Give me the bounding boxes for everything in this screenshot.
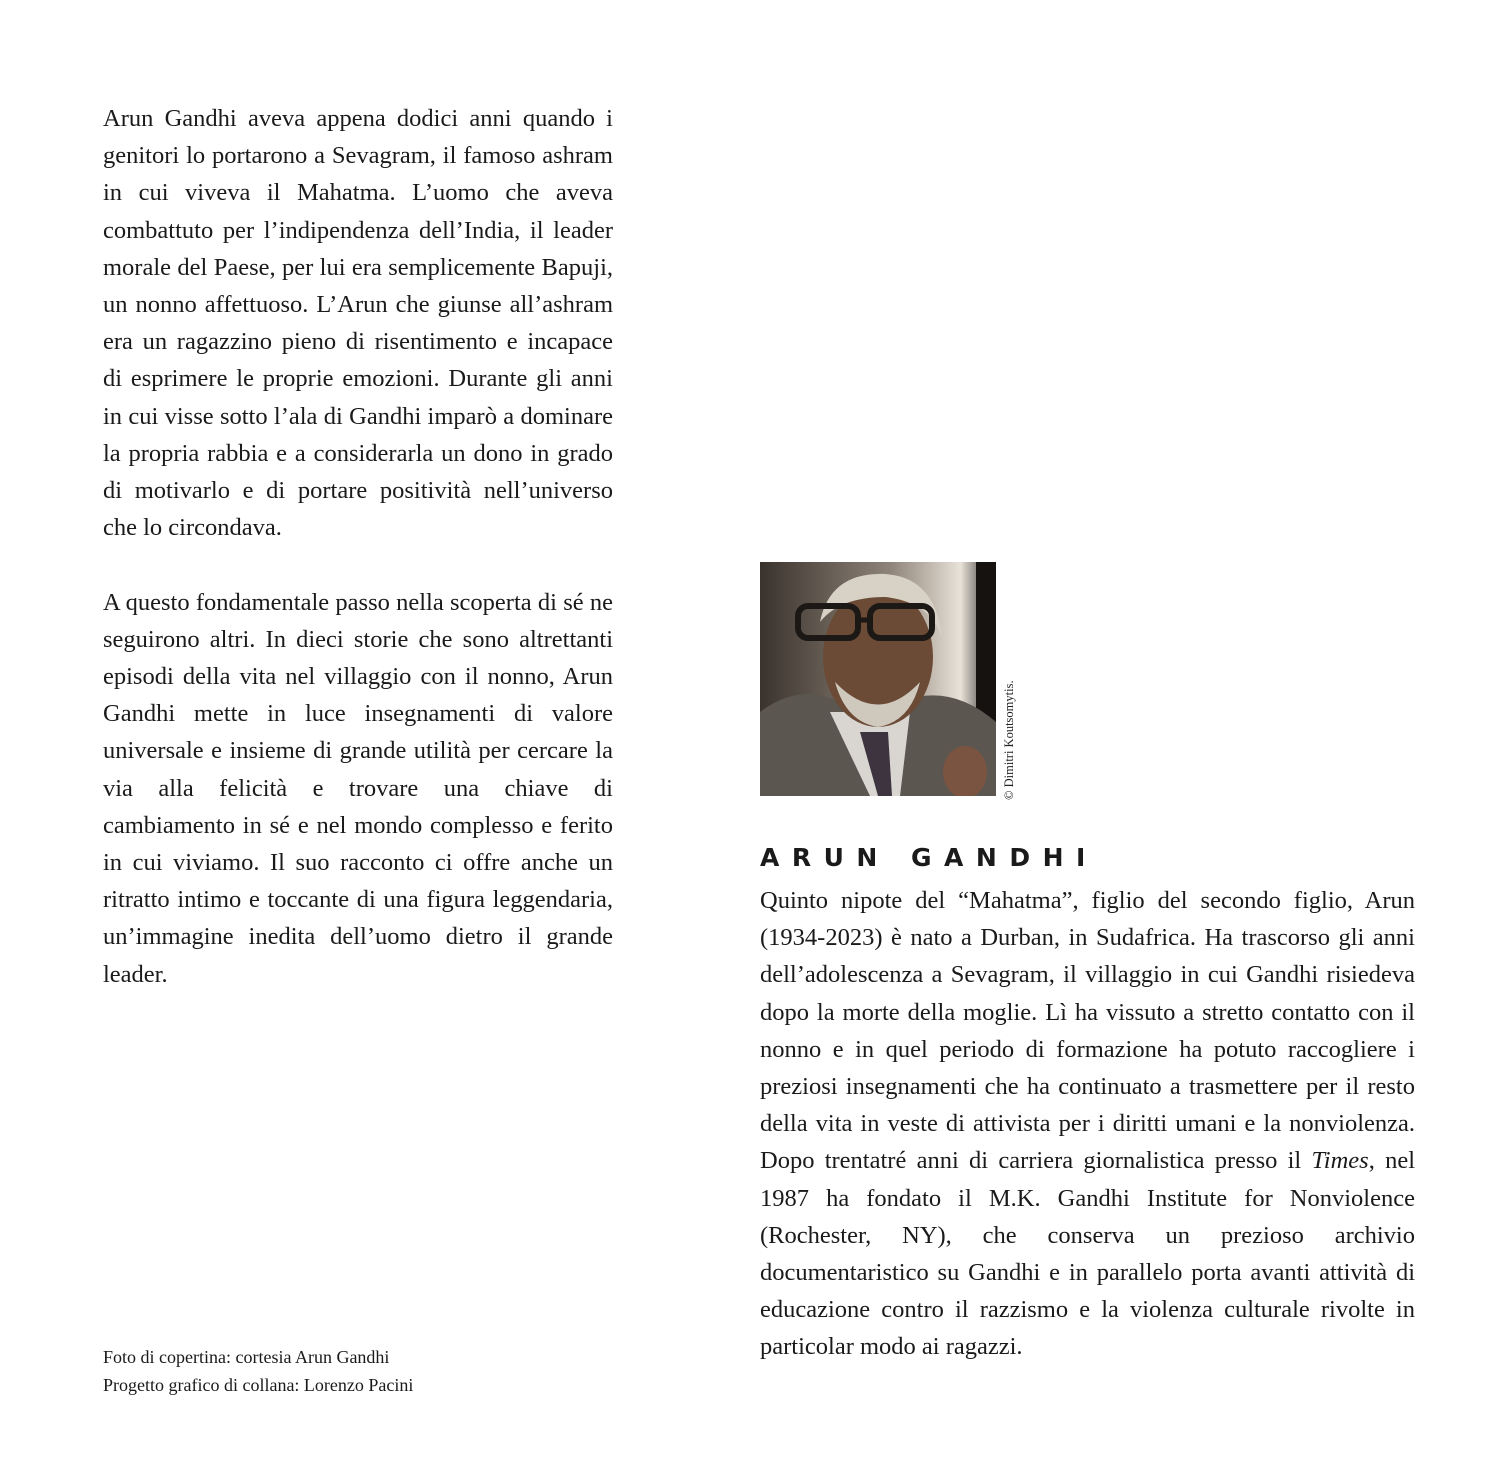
credits	[103, 1343, 413, 1399]
blurb-paragraph-2: A questo fondamentale passo nella scoperta di sé ne seguirono altri. In dieci storie che sono altrettanti episodi della vita nel villaggio con il nonno, Arun Gandhi mette in luce insegnamenti di valore universale e insieme di grande utilità per cercare la via alla felicità e trovare una chiave di cambiamento in sé e nel mondo complesso e ferito in cui viviamo. Il suo racconto ci offre anche un ritratto intimo e toccante di una figura leggendaria, un’immagine inedita dell’uomo dietro il grande leader.	[103, 588, 613, 988]
author-bio	[760, 882, 1415, 1366]
cover-photo-credit: Foto di copertina: cortesia Arun Gandhi	[103, 1347, 390, 1367]
photo-credit: © Dimitri Koutsomytis.	[1002, 680, 1016, 800]
author-bio-text	[760, 882, 1415, 1366]
author-bio-part-1: Quinto nipote del “Mahatma”, figlio del secondo figlio, Arun (1934-2023) è nato a Durban, in Sudafrica. Ha trascorso gli anni dell’adolescenza a Sevagram, il villaggio in cui Gandhi risiedeva dopo la morte della moglie. Lì ha vissuto a stretto contatto con il nonno e in quel periodo di formazione ha potuto raccogliere i preziosi insegnamenti che ha continuato a trasmettere per il resto della vita in veste di attivista per i diritti umani e la nonviolenza. Dopo trentatré anni di carriera giornalistica presso il	[760, 887, 1415, 1175]
author-portrait-image	[760, 562, 996, 796]
design-credit: Progetto grafico di collana: Lorenzo Pacini	[103, 1375, 414, 1395]
author-photo	[760, 562, 996, 796]
author-name: ARUN GANDHI	[760, 843, 1098, 872]
author-bio-italic: Times	[1311, 1147, 1369, 1175]
blurb-paragraph-1: Arun Gandhi aveva appena dodici anni quando i genitori lo portarono a Sevagram, il famoso ashram in cui viveva il Mahatma. L’uomo che aveva combattuto per l’indipendenza dell’India, il leader morale del Paese, per lui era semplicemente Bapuji, un nonno affettuoso. L’Arun che giunse all’ashram era un ragazzino pieno di risentimento e incapace di esprimere le proprie emozioni. Durante gli anni in cui visse sotto l’ala di Gandhi imparò a dominare la propria rabbia e a considerarla un dono in grado di motivarlo e di portare positività nell’universo che lo circondava.	[103, 105, 613, 542]
author-bio-part-2: , nel 1987 ha fondato il M.K. Gandhi Institute for Nonviolence (Rochester, NY), che conserva un prezioso archivio documentaristico su Gandhi e in parallelo porta avanti attività di educazione contro il razzismo e la violenza culturale rivolte in particolar modo ai ragazzi.	[760, 1147, 1416, 1361]
blurb-column	[103, 100, 613, 993]
